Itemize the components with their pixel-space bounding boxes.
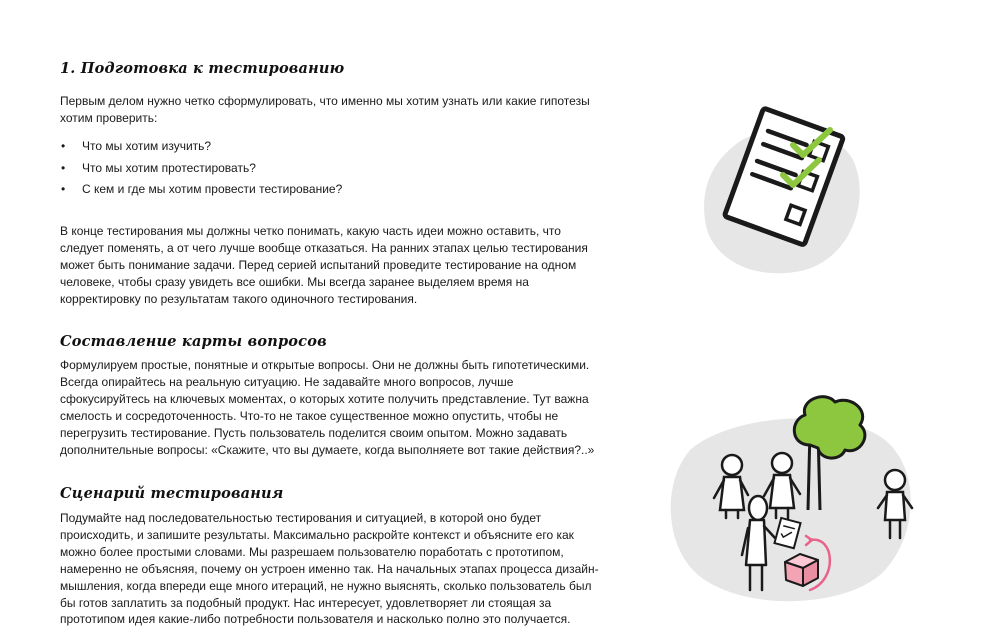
section1-paragraph: В конце тестирования мы должны четко понимать, какую часть идеи можно оставить, что следует поменять, а от чего лучше вообще отказаться. На ранних этапах целью тестирования может быть понимание задачи. Перед серией испытаний проведите тестирование на одном человеке, чтобы сразу увидеть все ошибки. Мы всегда заранее выделяем время на корректировку по результатам такого одиночного тестирования. <box>60 224 588 306</box>
section1-intro: Первым делом нужно четко сформулировать, что именно мы хотим узнать или какие гипотезы хотим проверить: <box>60 94 590 125</box>
section1-heading: 1. Подготовка к тестированию <box>60 60 345 77</box>
bullet-item: • Что мы хотим протестировать? <box>60 160 342 182</box>
checklist-illustration <box>695 100 870 280</box>
section3-heading: Сценарий тестирования <box>60 485 284 502</box>
section3-paragraph: Подумайте над последовательностью тестирования и ситуацией, в которой оно будет происходить, и запишите результаты. Максимально раскройте контекст и объясните его как можно более простыми словами. Мы разрешаем пользователю поработать с прототипом, намеренно не объясняя, почему он устроен именно так. На начальных этапах процесса дизайн-мышления, когда впереди еще много итераций, не нужно выяснять, сколько пользователь был бы готов заплатить за подобный продукт. Нас интересует, удовлетворяет ли стоящая за прототипом идея какие-либо потребности пользователя и насколько полно это получается. <box>60 511 599 627</box>
section2-heading: Составление карты вопросов <box>60 333 327 350</box>
section2-paragraph: Формулируем простые, понятные и открытые вопросы. Они не должны быть гипотетическими. Всегда опирайтесь на реальную ситуацию. Не задавайте много вопросов, лучше сфокусируйтесь на ключевых моментах, о которых хотите получить представление. Тут важна смелость и сосредоточенность. Что-то не такое существенное можно опустить, чтобы не перегрузить тестирование. Пусть пользователь поделится своим опытом. Можно задавать дополнительные вопросы: «Скажите, что вы думаете, когда выполняете вот такие действия?..» <box>60 358 595 457</box>
bullet-item: • Что мы хотим изучить? <box>60 138 342 160</box>
cube-icon <box>785 554 818 586</box>
user-testing-illustration <box>660 390 920 610</box>
section1-bullet-list <box>60 138 342 203</box>
bullet-item: • С кем и где мы хотим провести тестирование? <box>60 181 342 203</box>
